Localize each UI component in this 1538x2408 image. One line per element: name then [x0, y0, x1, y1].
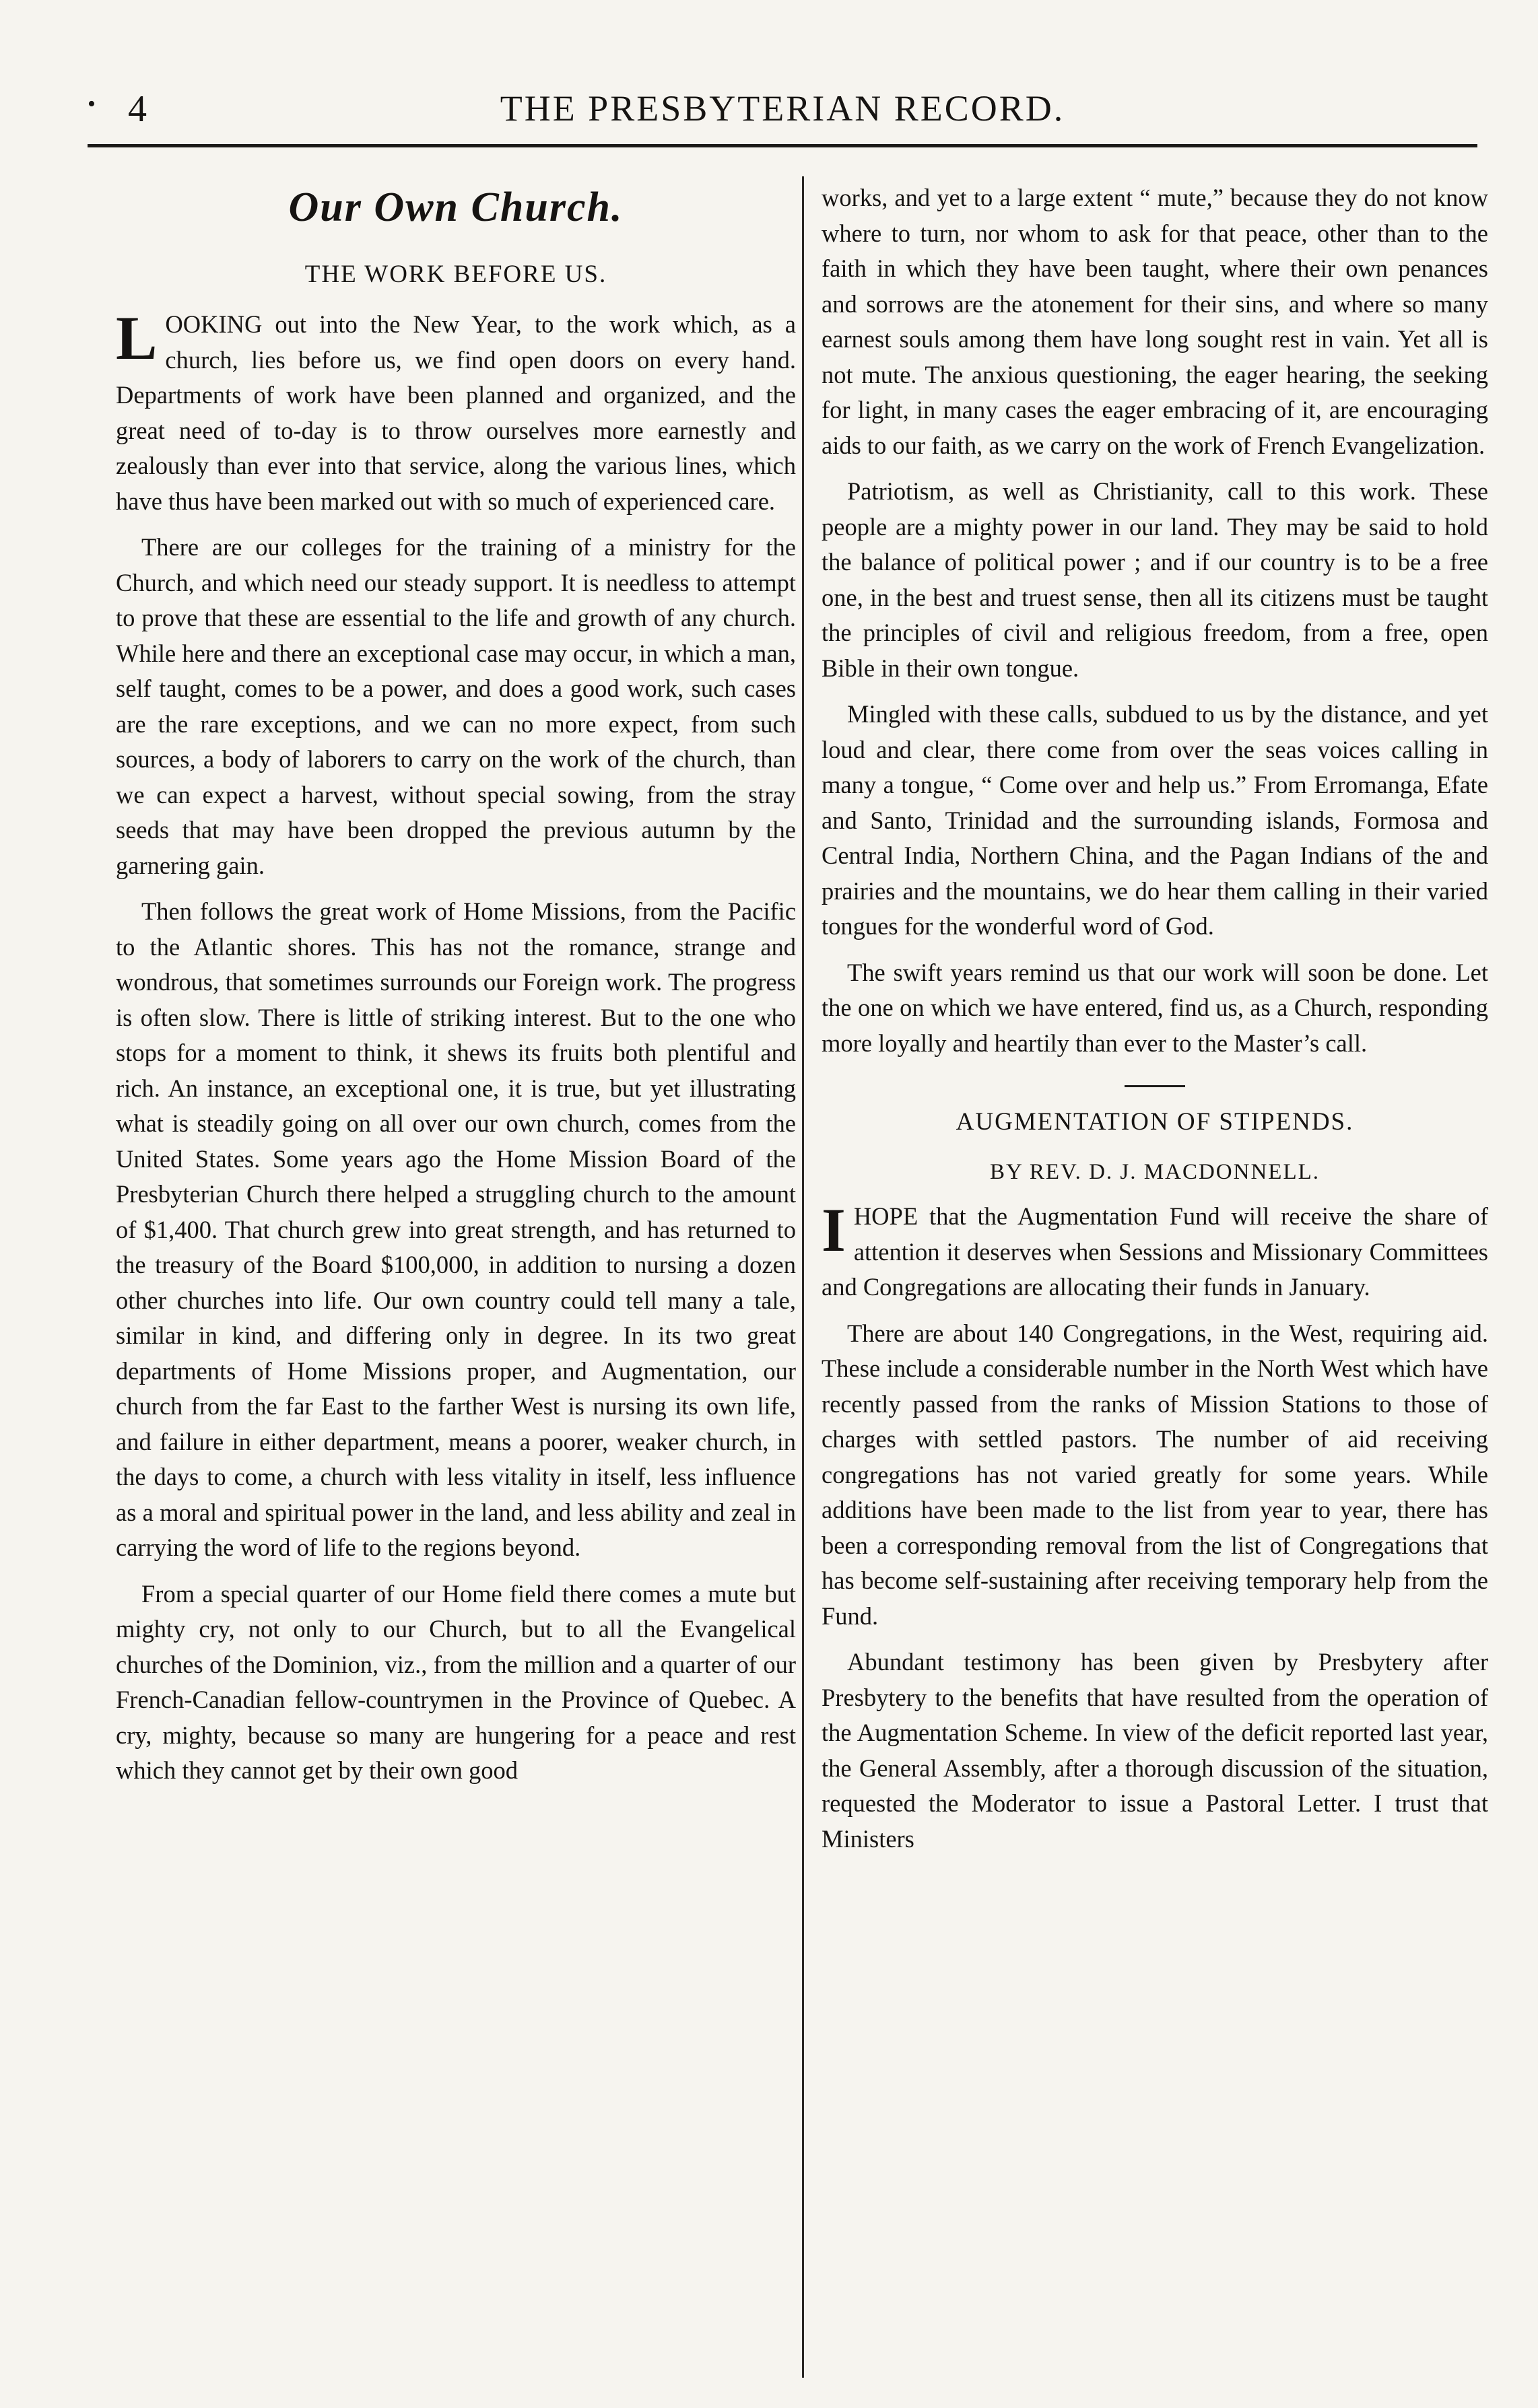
article-subhead: THE WORK BEFORE US. [304, 261, 607, 288]
paragraph: Abundant testimony has been given by Presbytery after Presbytery to the benefits that have resulted from the operation of the Augmentation Scheme. In view of the deficit reported last year, the General Assembly, after a thorough discussion of the situation, requested the Moderator to issue a Pastoral Letter. I trust that Ministers [822, 1648, 1488, 1853]
paragraph [116, 304, 796, 519]
paragraph: Patriotism, as well as Christianity, call to this work. These people are a mighty power in our land. They may be said to hold the balance of political power ; and if our country is to be a free one, in the best and truest sense, then all its citizens must be taught the principles of civil and religious freedom, from a free, open Bible in their own tongue. [822, 477, 1488, 682]
byline: BY REV. D. J. MACDONNELL. [989, 1160, 1320, 1184]
paragraph: Mingled with these calls, subdued to us by the distance, and yet loud and clear, there come from over the seas voices calling in many a tongue, “ Come over and help us.” From Erromanga, Efate and Santo, Trinidad and the surrounding islands, Formosa and Central India, Northern China, and the Pagan Indians of the and prairies and the mountains, we do hear them calling in their varied tongues for the wonderful word of God. [822, 700, 1488, 940]
paragraph: From a special quarter of our Home field there comes a mute but mighty cry, not only to our Church, but to all the Evangelical churches of the Dominion, viz., from the million and a quarter of our French-Canadian fellow-countrymen in the Province of Quebec. A cry, mighty, because so many are hungering for a peace and rest which they cannot get by their own good [116, 1579, 796, 1784]
running-title: THE PRESBYTERIAN RECORD. [500, 88, 1065, 129]
paragraph: works, and yet to a large extent “ mute,” because they do not know where to turn, nor whom to ask for that peace, other than to the faith in which they have been taught, where their own penances and sorrows are the atonement for their sins, and where so many earnest souls among them have long sought rest in vain. Yet all is not mute. The anxious questioning, the eager hearing, the seeking for light, in many cases the eager embracing of it, are encouraging aids to our faith, as we carry on the work of French Evangelization. [822, 184, 1488, 459]
bullet-mark: • [88, 92, 96, 116]
drop-cap: L [116, 304, 158, 372]
left-column [116, 180, 796, 1799]
paragraph: Then follows the great work of Home Missions, from the Pacific to the Atlantic shores. This has not the romance, strange and wondrous, that sometimes surrounds our Foreign work. The progress is often slow. There is little of striking interest. But to the one who stops for a moment to think, it shews its fruits both plentiful and rich. An instance, an exceptional one, it is true, but yet illustrating what is steadily going on all over our own church, comes from the United States. Some years ago the Home Mission Board of the Presbyterian Church there helped a struggling church to the amount of $1,400. That church grew into great strength, and has returned to the treasury of the Board $100,000, in addition to nursing a dozen other churches into life. Our own country could tell many a tale, similar in kind, and differing only in degree. In its two great departments of Home Missions proper, and Augmentation, our church from the far East to the farther West is nursing its own life, and failure in either department, means a poorer, weaker church, in the days to come, a church with less vitality in itself, less influence as a moral and spiritual power in the land, and less ability and zeal in carrying the word of life to the regions beyond. [116, 897, 796, 1561]
paragraph-text: OOKING out into the New Year, to the work which, as a church, lies before us, we find open doors on every hand. Departments of work have been planned and organized, and the great need of to-day is to throw ourselves more earnestly and zealously than ever into that service, along the various lines, which have thus have been marked out with so much of experienced care. [116, 310, 796, 515]
paragraph-text: HOPE that the Augmentation Fund will receive the share of attention it deserves when Sessions and Missionary Committees and Congregations are allocating their funds in January. [822, 1202, 1488, 1301]
page-header [88, 79, 1477, 147]
section-title: Our Own Church. [288, 184, 624, 230]
paragraph: There are about 140 Congregations, in the West, requiring aid. These include a considerable number in the North West which have recently passed from the ranks of Mission Stations to those of charges with settled pastors. The number of aid receiving congregations has not varied greatly for some years. While additions have been made to the list from year to year, there has been a corresponding removal from the list of Congregations that has become self-sustaining after receiving temporary help from the Fund. [822, 1319, 1488, 1630]
article-title: AUGMENTATION OF STIPENDS. [956, 1108, 1354, 1136]
section-divider [1125, 1085, 1185, 1087]
page-number: 4 [128, 88, 147, 130]
paragraph [822, 1196, 1488, 1305]
right-column [822, 180, 1488, 1867]
paragraph: There are our colleges for the training of a ministry for the Church, and which need our steady support. It is needless to attempt to prove that these are essential to the life and growth of any church. While here and there an exceptional case may occur, in which a man, self taught, comes to be a power, and does a good work, such cases are the rare exceptions, and we can no more expect, from such sources, a body of laborers to carry on the work of the church, than we can expect a harvest, without special sowing, from the stray seeds that may have been dropped the previous autumn by the garnering gain. [116, 533, 796, 879]
drop-cap: I [822, 1196, 846, 1264]
column-divider [802, 176, 804, 2378]
paragraph: The swift years remind us that our work will soon be done. Let the one on which we have entered, find us, as a Church, responding more loyally and heartily than ever to the Master’s call. [822, 958, 1488, 1057]
